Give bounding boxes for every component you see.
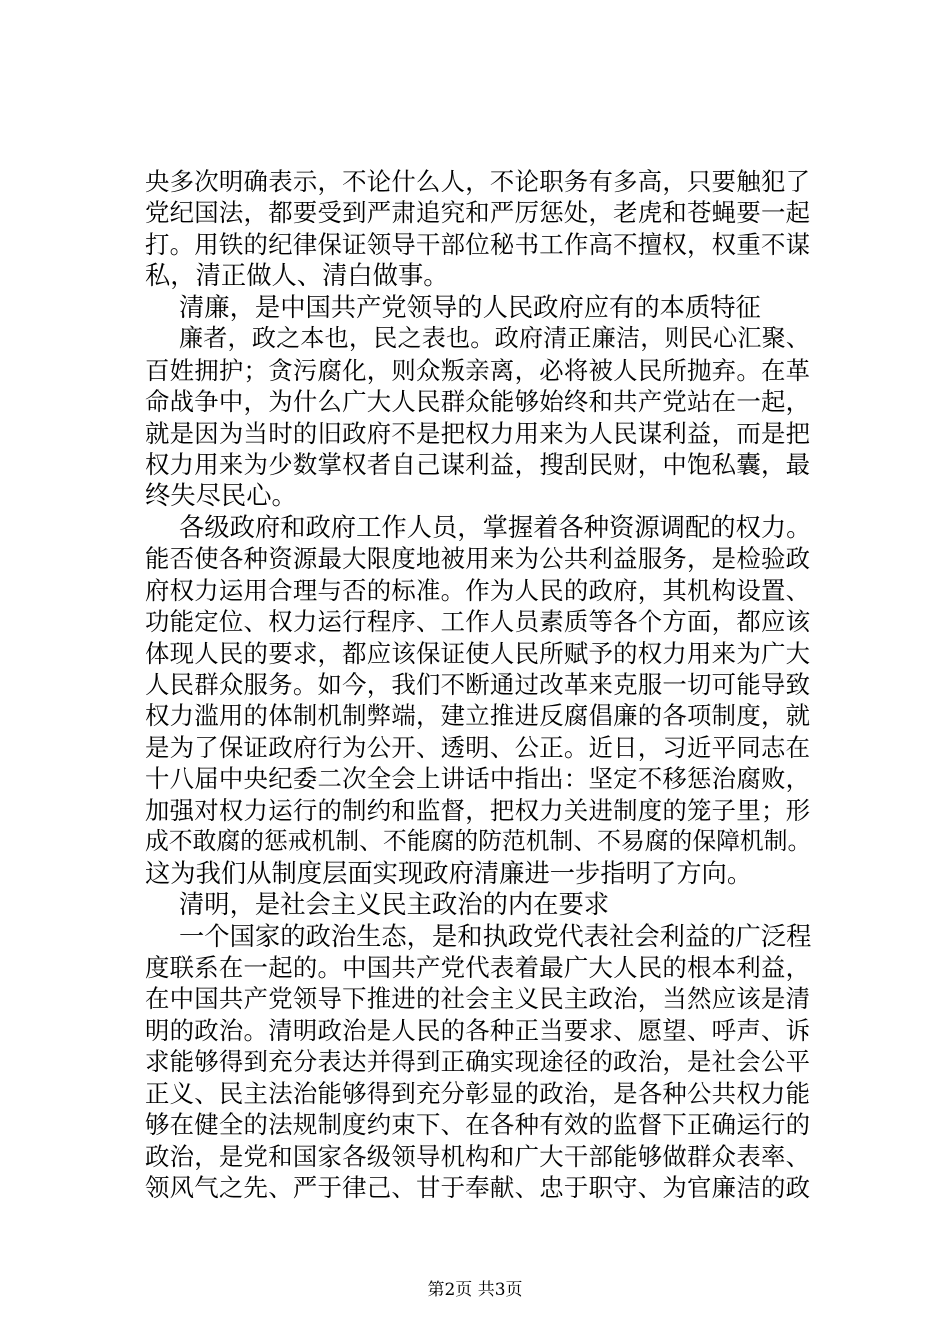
text-line: 各级政府和政府工作人员，掌握着各种资源调配的权力。 [179, 512, 812, 542]
document-body [145, 166, 810, 1203]
text-line: 成不敢腐的惩戒机制、不能腐的防范机制、不易腐的保障机制。 [145, 827, 812, 856]
text-line: 加强对权力运行的制约和监督，把权力关进制度的笼子里；形 [145, 795, 810, 825]
text-line: 命战争中，为什么广大人民群众能够始终和共产党站在一起， [145, 387, 810, 417]
text-line: 正义、民主法治能够得到充分彰显的政治，是各种公共权力能 [145, 1078, 810, 1108]
page-footer [0, 1278, 950, 1302]
text-line: 权力滥用的体制机制弊端，建立推进反腐倡廉的各项制度，就 [145, 701, 810, 731]
text-line: 人民群众服务。如今，我们不断通过改革来克服一切可能导致 [145, 670, 810, 699]
text-line: 是为了保证政府行为公开、透明、公正。近日，习近平同志在 [145, 732, 810, 762]
text-line: 权力用来为少数掌权者自己谋利益，搜刮民财，中饱私囊，最 [145, 449, 810, 479]
text-line: 度联系在一起的。中国共产党代表着最广大人民的根本利益， [145, 952, 810, 982]
text-line: 党纪国法，都要受到严肃追究和严厉惩处，老虎和苍蝇要一起 [145, 198, 810, 228]
text-line: 够在健全的法规制度约束下、在各种有效的监督下正确运行的 [145, 1110, 810, 1140]
text-line: 能否使各种资源最大限度地被用来为公共利益服务，是检验政 [145, 544, 810, 574]
text-line: 求能够得到充分表达并得到正确实现途径的政治，是社会公平 [145, 1047, 810, 1077]
text-line: 打。用铁的纪律保证领导干部位秘书工作高不擅权，权重不谋 [145, 229, 810, 259]
text-line: 就是因为当时的旧政府不是把权力用来为人民谋利益，而是把 [145, 418, 810, 448]
text-line: 府权力运用合理与否的标准。作为人民的政府，其机构设置、 [145, 575, 810, 605]
text-line: 在中国共产党领导下推进的社会主义民主政治，当然应该是清 [145, 984, 810, 1014]
text-line: 清廉，是中国共产党领导的人民政府应有的本质特征 [179, 292, 761, 322]
text-line: 政治，是党和国家各级领导机构和广大干部能够做群众表率、 [145, 1141, 810, 1171]
text-line: 一个国家的政治生态，是和执政党代表社会利益的广泛程 [179, 921, 812, 951]
page-number: 第2页 共3页 [427, 1280, 523, 1300]
text-line: 央多次明确表示，不论什么人，不论职务有多高，只要触犯了 [145, 167, 810, 196]
text-line: 这为我们从制度层面实现政府清廉进一步指明了方向。 [145, 858, 753, 888]
text-line: 十八届中央纪委二次全会上讲话中指出：坚定不移惩治腐败， [145, 764, 810, 794]
text-line: 体现人民的要求，都应该保证使人民所赋予的权力用来为广大 [145, 638, 810, 668]
text-line: 终失尽民心。 [145, 481, 297, 511]
text-line: 领风气之先、严于律己、甘于奉献、忠于职守、为官廉洁的政 [145, 1173, 810, 1202]
text-line: 百姓拥护；贪污腐化，则众叛亲离，必将被人民所抛弃。在革 [145, 355, 810, 385]
text-line: 功能定位、权力运行程序、工作人员素质等各个方面，都应该 [145, 607, 810, 637]
text-line: 廉者，政之本也，民之表也。政府清正廉洁，则民心汇聚、 [179, 324, 810, 353]
text-line: 清明，是社会主义民主政治的内在要求 [179, 890, 610, 920]
text-line: 私，清正做人、清白做事。 [145, 261, 449, 291]
text-line: 明的政治。清明政治是人民的各种正当要求、愿望、呼声、诉 [145, 1015, 810, 1045]
